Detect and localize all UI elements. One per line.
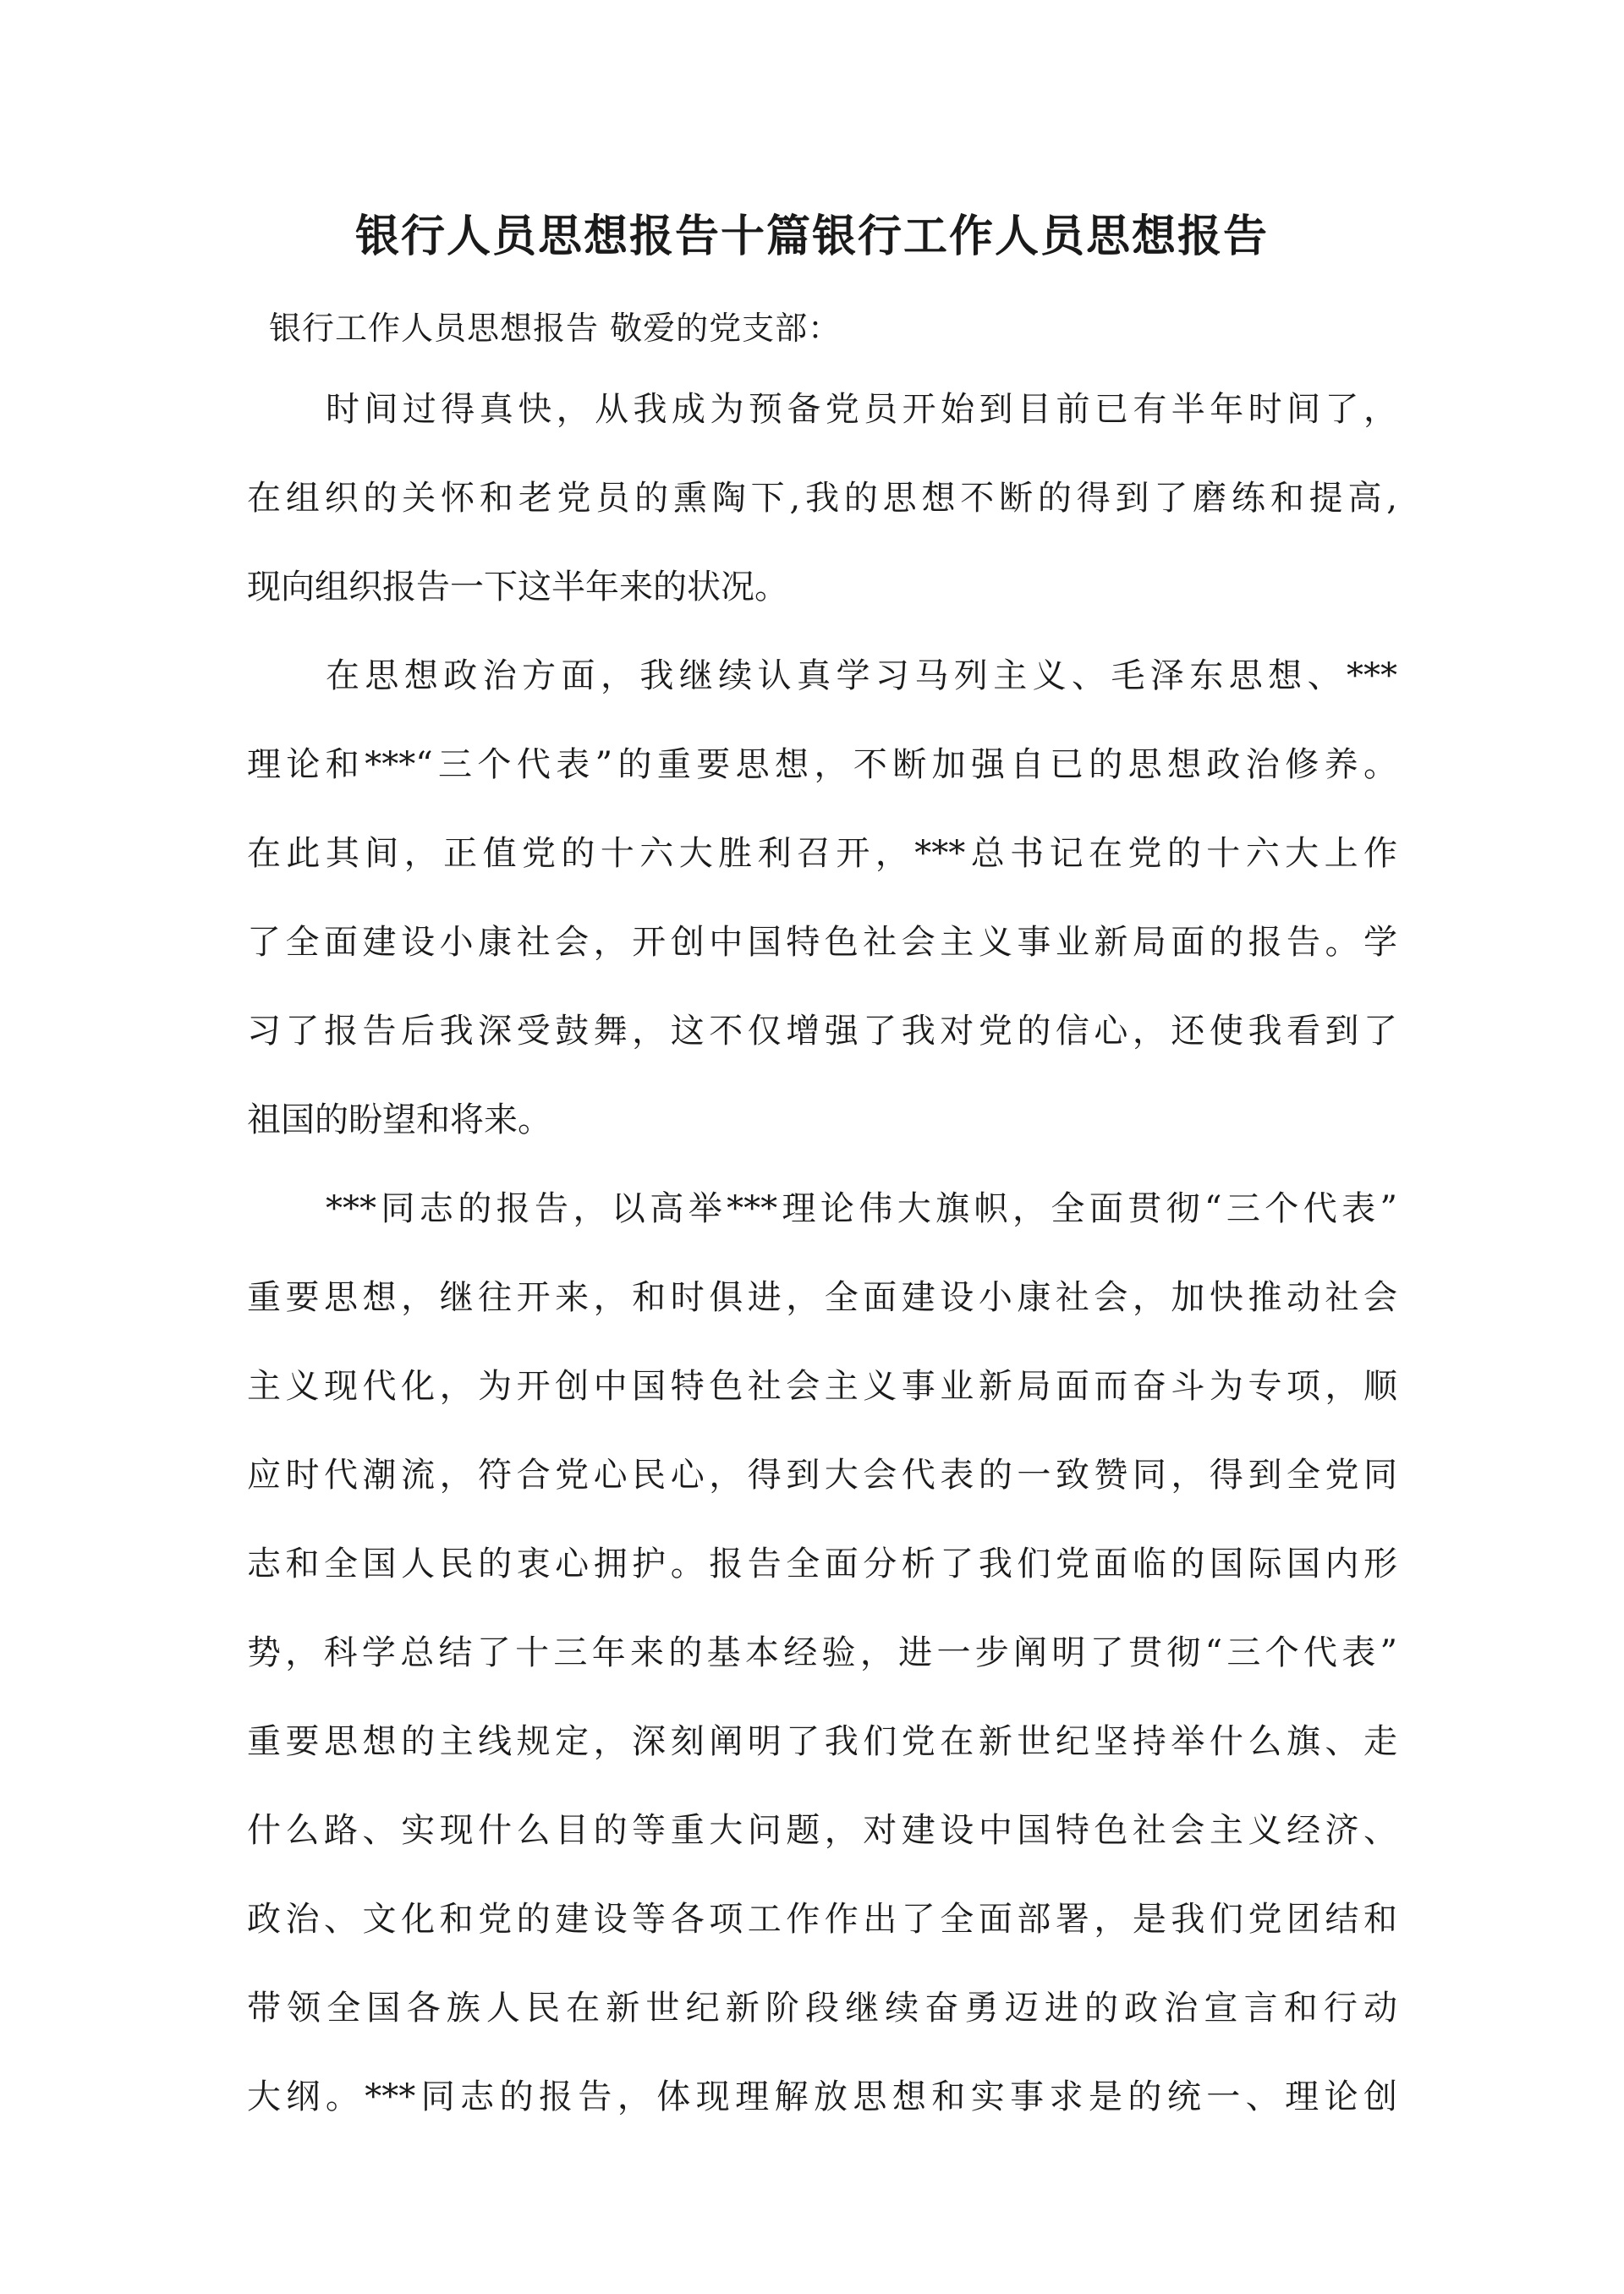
paragraph-line: 习了报告后我深受鼓舞，这不仅增强了我对党的信心，还使我看到了 xyxy=(247,1012,1397,1051)
document-title: 银行人员思想报告十篇银行工作人员思想报告 xyxy=(354,211,1269,262)
paragraph-line: ***同志的报告，以高举***理论伟大旗帜，全面贯彻“三个代表” xyxy=(326,1189,1397,1228)
paragraph-line: 现向组织报告一下这半年来的状况。 xyxy=(247,568,788,606)
paragraph-line: 主义现代化，为开创中国特色社会主义事业新局面而奋斗为专项，顺 xyxy=(247,1367,1397,1406)
document-subtitle: 银行工作人员思想报告 敬爱的党支部： xyxy=(269,310,842,347)
paragraph-line: 大纲。***同志的报告，体现理解放思想和实事求是的统一、理论创 xyxy=(247,2077,1397,2116)
paragraph-line: 祖国的盼望和将来。 xyxy=(247,1100,551,1139)
paragraph-line: 了全面建设小康社会，开创中国特色社会主义事业新局面的报告。学 xyxy=(247,923,1397,962)
paragraph-line: 在组织的关怀和老党员的熏陶下,我的思想不断的得到了磨练和提高, xyxy=(247,479,1397,518)
paragraph-line: 在此其间，正值党的十六大胜利召开，***总书记在党的十六大上作 xyxy=(247,834,1397,873)
paragraph-line: 势，科学总结了十三年来的基本经验，进一步阐明了贯彻“三个代表” xyxy=(247,1633,1397,1672)
paragraph-line: 理论和***“三个代表”的重要思想，不断加强自已的思想政治修养。 xyxy=(247,745,1397,784)
paragraph-line: 志和全国人民的衷心拥护。报告全面分析了我们党面临的国际国内形 xyxy=(247,1545,1397,1583)
paragraph-line: 时间过得真快，从我成为预备党员开始到目前已有半年时间了， xyxy=(326,390,1397,429)
paragraph-line: 带领全国各族人民在新世纪新阶段继续奋勇迈进的政治宣言和行动 xyxy=(247,1989,1397,2028)
paragraph-line: 重要思想，继往开来，和时俱进，全面建设小康社会，加快推动社会 xyxy=(247,1278,1397,1317)
paragraph-line: 应时代潮流，符合党心民心，得到大会代表的一致赞同，得到全党同 xyxy=(247,1456,1397,1495)
paragraph-line: 政治、文化和党的建设等各项工作作出了全面部署，是我们党团结和 xyxy=(247,1900,1397,1939)
paragraph-line: 在思想政治方面，我继续认真学习马列主义、毛泽东思想、*** xyxy=(326,656,1397,695)
paragraph-line: 什么路、实现什么目的等重大问题，对建设中国特色社会主义经济、 xyxy=(247,1811,1397,1850)
paragraph-line: 重要思想的主线规定，深刻阐明了我们党在新世纪坚持举什么旗、走 xyxy=(247,1722,1397,1761)
